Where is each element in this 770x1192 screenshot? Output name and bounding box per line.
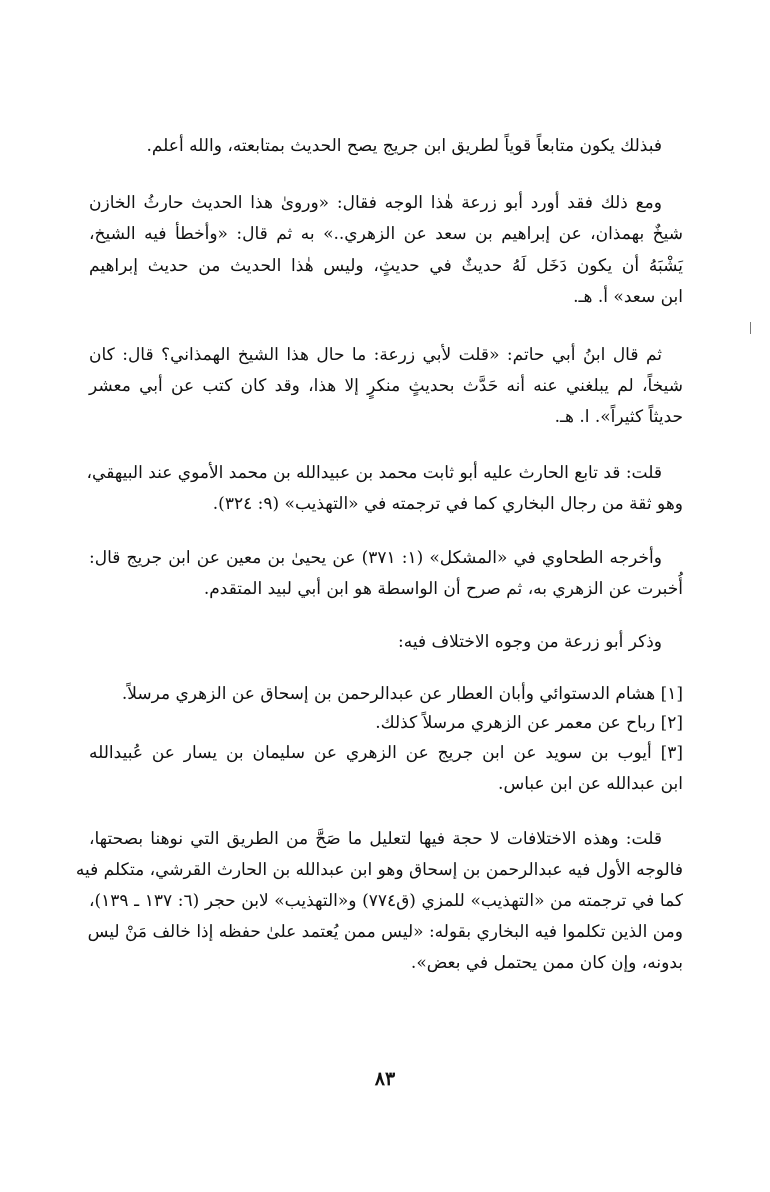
paragraph-line: حديثاً كثيراً». ا. هـ. xyxy=(554,407,683,427)
paragraph-line: شيخاً، لم يبلغني عنه أنه حَدَّث بحديثٍ منكرٍ إلا هذا، وقد كان كتب عن أبي معشر xyxy=(89,376,683,396)
paragraph-line: قلت: وهذه الاختلافات لا حجة فيها لتعليل ما صَحَّ من الطريق التي نوهنا بصحتها، xyxy=(89,829,662,849)
paragraph-line: كما في ترجمته من «التهذيب» للمزي (ق٧٧٤) و«التهذيب» لابن حجر (٦: ١٣٧ ـ ١٣٩)، xyxy=(89,891,683,911)
margin-mark xyxy=(750,322,751,334)
paragraph-line: فالوجه الأول فيه عبدالرحمن بن إسحاق وهو ابن عبدالله بن الحارث القرشي، متكلم فيه xyxy=(75,860,683,880)
list-item-continuation: ابن عبدالله عن ابن عباس. xyxy=(498,774,683,794)
paragraph-line: وأخرجه الطحاوي في «المشكل» (١: ٣٧١) عن يحيىٰ بن معين عن ابن جريج قال: xyxy=(89,548,662,568)
paragraph-line: ومع ذلك فقد أورد أبو زرعة هٰذا الوجه فقال: «وروىٰ هذا الحديث حارثُ الخازن xyxy=(89,193,662,213)
paragraph-line: وذكر أبو زرعة من وجوه الاختلاف فيه: xyxy=(398,632,662,652)
paragraph-line: شيخٌ بهمذان، عن إبراهيم بن سعد عن الزهري..» به ثم قال: «وأخطأ فيه الشيخ، xyxy=(89,224,683,244)
paragraph-line: ومن الذين تكلموا فيه البخاري بقوله: «ليس ممن يُعتمد علىٰ حفظه إذا خالف مَنْ ليس xyxy=(87,922,683,942)
paragraph-line: بدونه، وإن كان ممن يحتمل في بعض». xyxy=(410,953,683,973)
list-item: [٢] رباح عن معمر عن الزهري مرسلاً كذلك. xyxy=(375,713,683,733)
paragraph-line: ثم قال ابنُ أبي حاتم: «قلت لأبي زرعة: ما حال هذا الشيخ الهمذاني؟ قال: كان xyxy=(89,345,662,365)
page-number: ٨٣ xyxy=(374,1068,396,1090)
paragraph-line: ابن سعد» أ. هـ. xyxy=(573,287,683,307)
list-item: [٣] أيوب بن سويد عن ابن جريج عن الزهري عن سليمان بن يسار عن عُبيدالله xyxy=(89,743,683,763)
list-item: [١] هشام الدستوائي وأبان العطار عن عبدالرحمن بن إسحاق عن الزهري مرسلاً. xyxy=(121,684,683,704)
paragraph-line: يَشْبَهُ أن يكون دَخَل لَهُ حديثٌ في حديثٍ، وليس هٰذا الحديث من حديث إبراهيم xyxy=(89,256,684,276)
paragraph-line: أُخبرت عن الزهري به، ثم صرح أن الواسطة هو ابن أبي لبيد المتقدم. xyxy=(203,579,683,599)
paragraph-line: فبذلك يكون متابعاً قوياً لطريق ابن جريج يصح الحديث بمتابعته، والله أعلم. xyxy=(146,136,662,156)
paragraph-line: وهو ثقة من رجال البخاري كما في ترجمته في «التهذيب» (٩: ٣٢٤). xyxy=(212,494,683,514)
paragraph-line: قلت: قد تابع الحارث عليه أبو ثابت محمد بن عبيدالله بن محمد الأموي عند البيهقي، xyxy=(86,463,662,483)
